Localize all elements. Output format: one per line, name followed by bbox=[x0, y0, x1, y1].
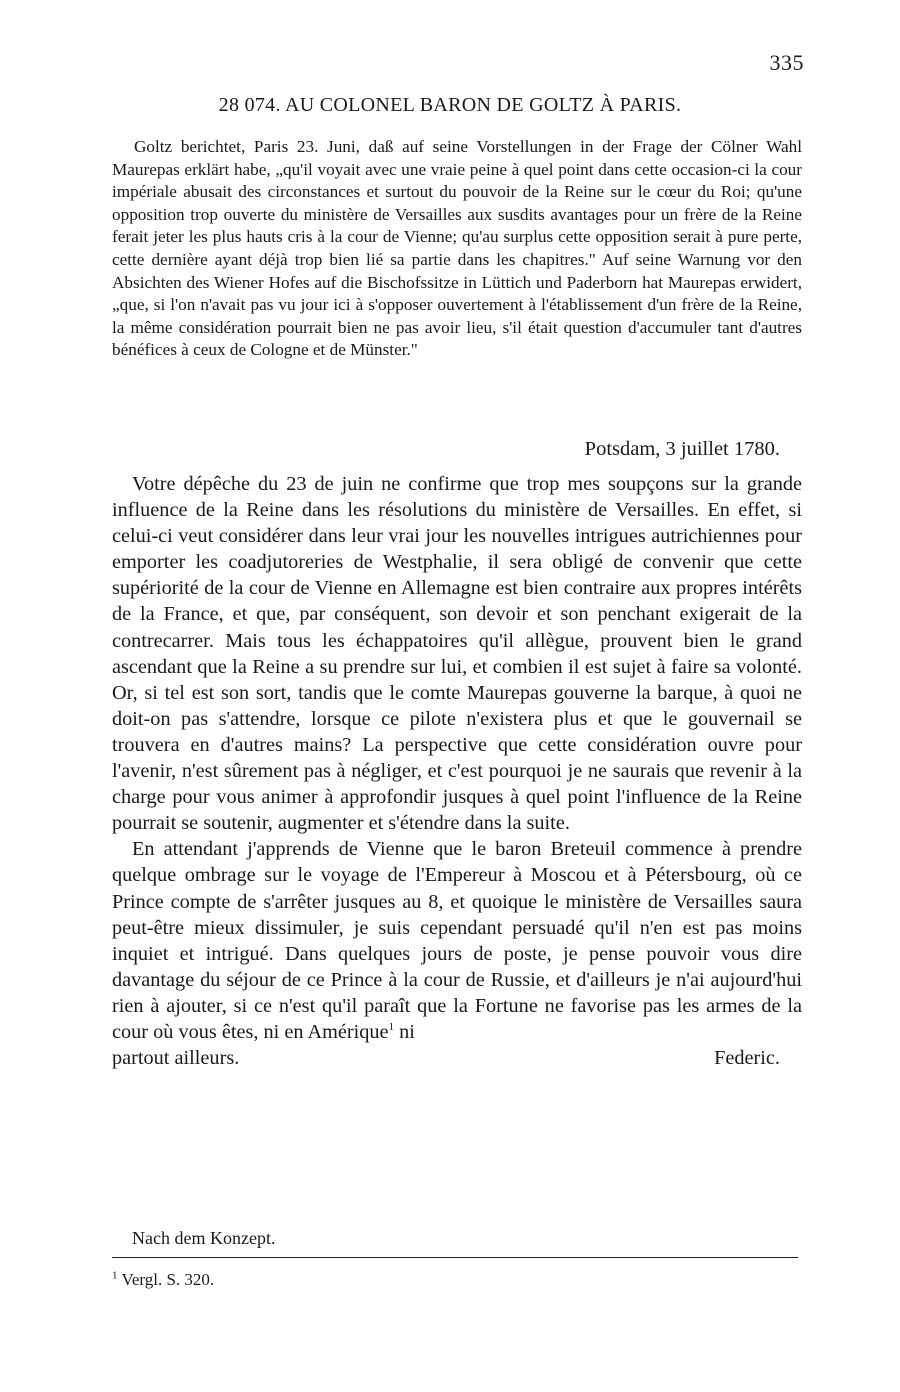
footnote-marker: 1 bbox=[112, 1269, 118, 1282]
footnote-divider bbox=[112, 1257, 798, 1258]
footnote-reference: 1 bbox=[388, 1021, 395, 1034]
page-number: 335 bbox=[769, 50, 804, 75]
letter-paragraph bbox=[112, 836, 802, 1045]
footnote bbox=[112, 1270, 214, 1290]
editorial-summary: Goltz berichtet, Paris 23. Juni, daß auf seine Vorstellungen in der Frage der Cölner Wahl Maurepas erklärt habe, „qu'il voyait avec une vraie peine à quel point dans cette occasion-ci la cour impériale abusait des circonstances et surtout du pouvoir de la Reine sur le cœur du Roi; qu'une opposition trop ouverte du ministère de Versailles aux susdits avantages pour un frère de la Reine ferait jeter les plus hauts cris à la cour de Vienne; qu'au surplus cette opposition serait à pure perte, cette dernière ayant déjà trop bien lié sa partie dans les chapitres." Auf seine Warnung vor den Absichten des Wiener Hofes auf die Bischofssitze in Lüttich und Paderborn hat Maurepas erwidert, „que, si l'on n'avait pas vu jour ici à s'opposer ouvertement à l'établissement d'un frère de la Reine, la même considération pourrait bien ne pas avoir lieu, s'il était question d'accumuler tant d'autres bénéfices à ceux de Cologne et de Münster." bbox=[112, 137, 802, 360]
closing-text: partout ailleurs. bbox=[112, 1047, 240, 1070]
closing-line bbox=[112, 1045, 802, 1071]
letter-paragraph: Votre dépêche du 23 de juin ne confirme que trop mes soupçons sur la grande influence de la Reine dans les résolutions du ministère de Versailles. En effet, si celui-ci veut considérer dans leur vrai jour les nouvelles intrigues autrichiennes pour emporter les coadjutoreries de Westphalie, il sera obligé de convenir que cette supériorité de la cour de Vienne en Allemagne est bien contraire aux propres intérêts de la France, et que, par conséquent, son devoir et son penchant exigerait de la contrecarrer. Mais tous les échappatoires qu'il allègue, prouvent bien le grand ascendant que la Reine a su prendre sur lui, et combien il est sujet à faire sa volonté. Or, si tel est son sort, tandis que le comte Maurepas gouverne la barque, à quoi ne doit-on pas s'attendre, lorsque ce pilote n'existera plus et que le gouvernail se trouvera en d'autres mains? La perspective que cette considération ouvre pour l'avenir, n'est sûrement pas à négliger, et c'est pourquoi je ne saurais que revenir à la charge pour vous animer à approfondir jusques à quel point l'influence de la Reine pourrait se soutenir, augmenter et s'étendre dans la suite. bbox=[112, 473, 802, 835]
dateline: Potsdam, 3 juillet 1780. bbox=[584, 438, 780, 460]
letter-heading: 28 074. AU COLONEL BARON DE GOLTZ À PARIS. bbox=[218, 94, 682, 116]
footnote-text: Vergl. S. 320. bbox=[121, 1270, 215, 1289]
signature: Federic. bbox=[714, 1047, 780, 1070]
letter-paragraph-tail: ni bbox=[394, 1020, 415, 1043]
letter-paragraph-text: En attendant j'apprends de Vienne que le baron Breteuil commence à prendre quelque ombrage sur le voyage de l'Empereur à Moscou et à Pétersbourg, où ce Prince compte de s'arrêter jusques au 8, et quoique le ministère de Versailles saura peut-être mieux dissimuler, je suis cependant persuadé qu'il n'en est pas moins inquiet et intrigué. Dans quelques jours de poste, je pense pouvoir vous dire davantage du séjour de ce Prince à la cour de Russie, et d'ailleurs je n'ai aujourd'hui rien à ajouter, si ce n'est qu'il paraît que la Fortune ne favorise pas les armes de la cour où vous êtes, ni en Amérique bbox=[112, 838, 802, 1043]
source-note: Nach dem Konzept. bbox=[132, 1228, 276, 1248]
letter-body bbox=[112, 471, 802, 1071]
